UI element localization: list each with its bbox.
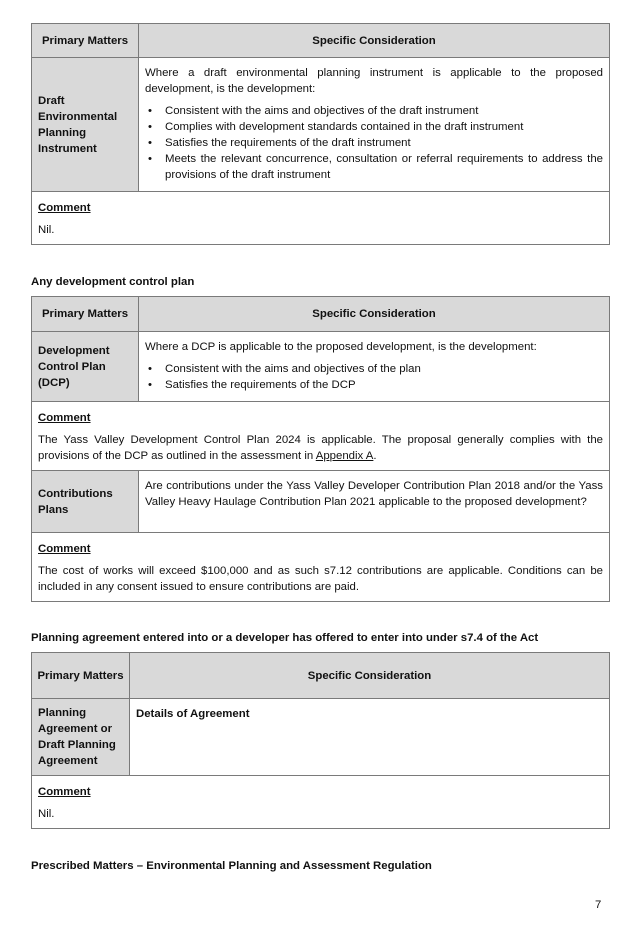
comment-heading: Comment: [38, 202, 91, 214]
specific-consideration-header: Specific Consideration: [139, 297, 610, 332]
comment-heading: Comment: [38, 786, 91, 798]
primary-matters-header: Primary Matters: [32, 653, 130, 699]
primary-matters-header: Primary Matters: [32, 24, 139, 58]
draft-epi-intro: Where a draft environmental planning instrument is applicable to the proposed development, is the development:: [145, 67, 603, 95]
contributions-comment: [32, 533, 610, 602]
draft-epi-bullet-list: [145, 103, 603, 183]
list-item: • Consistent with the aims and objectives of the draft instrument: [165, 103, 603, 119]
section-heading-dcp: Any development control plan: [31, 276, 195, 288]
list-item: • Satisfies the requirements of the DCP: [165, 377, 603, 393]
section-heading-prescribed-matters: Prescribed Matters – Environmental Planning and Assessment Regulation: [31, 860, 432, 872]
section-heading-planning-agreement: Planning agreement entered into or a developer has offered to enter into under s7.4 of the Act: [31, 632, 539, 644]
row-label-dcp: Development Control Plan (DCP): [32, 332, 139, 402]
planning-agreement-details: [130, 699, 610, 776]
dcp-consideration: [139, 332, 610, 402]
list-item: • Consistent with the aims and objectives of the plan: [165, 361, 603, 377]
appendix-a-link[interactable]: Appendix A: [315, 450, 374, 462]
row-label-draft-epi: Draft Environmental Planning Instrument: [32, 58, 139, 192]
details-of-agreement: Details of Agreement: [136, 708, 250, 720]
primary-matters-header: Primary Matters: [32, 297, 139, 332]
list-item: • Satisfies the requirements of the draft instrument: [165, 135, 603, 151]
comment-text: The cost of works will exceed $100,000 and as such s7.12 contributions are applicable. Conditions can be included in any consent issued to ensure contributions are paid.: [38, 565, 603, 593]
dcp-table: [31, 296, 610, 602]
comment-heading: Comment: [38, 543, 91, 555]
list-item: • Meets the relevant concurrence, consultation or referral requirements to address the provisions of the draft instrument: [165, 151, 603, 183]
list-item: • Complies with development standards contained in the draft instrument: [165, 119, 603, 135]
dcp-intro: Where a DCP is applicable to the proposed development, is the development:: [145, 341, 537, 353]
comment-text: Nil.: [38, 808, 55, 820]
contributions-question: Are contributions under the Yass Valley Developer Contribution Plan 2018 and/or the Yass Valley Heavy Haulage Contribution Plan 2021 applicable to the proposed development?: [145, 480, 603, 508]
draft-epi-table: [31, 23, 610, 245]
draft-epi-comment: [32, 192, 610, 245]
draft-epi-consideration: [139, 58, 610, 192]
comment-text: Nil.: [38, 224, 55, 236]
dcp-bullet-list: [145, 361, 603, 393]
planning-agreement-table: [31, 652, 610, 829]
page-number: 7: [595, 899, 602, 911]
specific-consideration-header: Specific Consideration: [130, 653, 610, 699]
planning-agreement-comment: [32, 776, 610, 829]
row-label-planning-agreement: Planning Agreement or Draft Planning Agreement: [32, 699, 130, 776]
row-label-contributions: Contributions Plans: [32, 471, 139, 533]
comment-heading: Comment: [38, 412, 91, 424]
contributions-consideration: [139, 471, 610, 533]
dcp-comment: [32, 402, 610, 471]
specific-consideration-header: Specific Consideration: [139, 24, 610, 58]
comment-text: The Yass Valley Development Control Plan 2024 is applicable. The proposal generally complies with the provisions of the DCP as outlined in the assessment in Appendix A.: [38, 434, 603, 462]
